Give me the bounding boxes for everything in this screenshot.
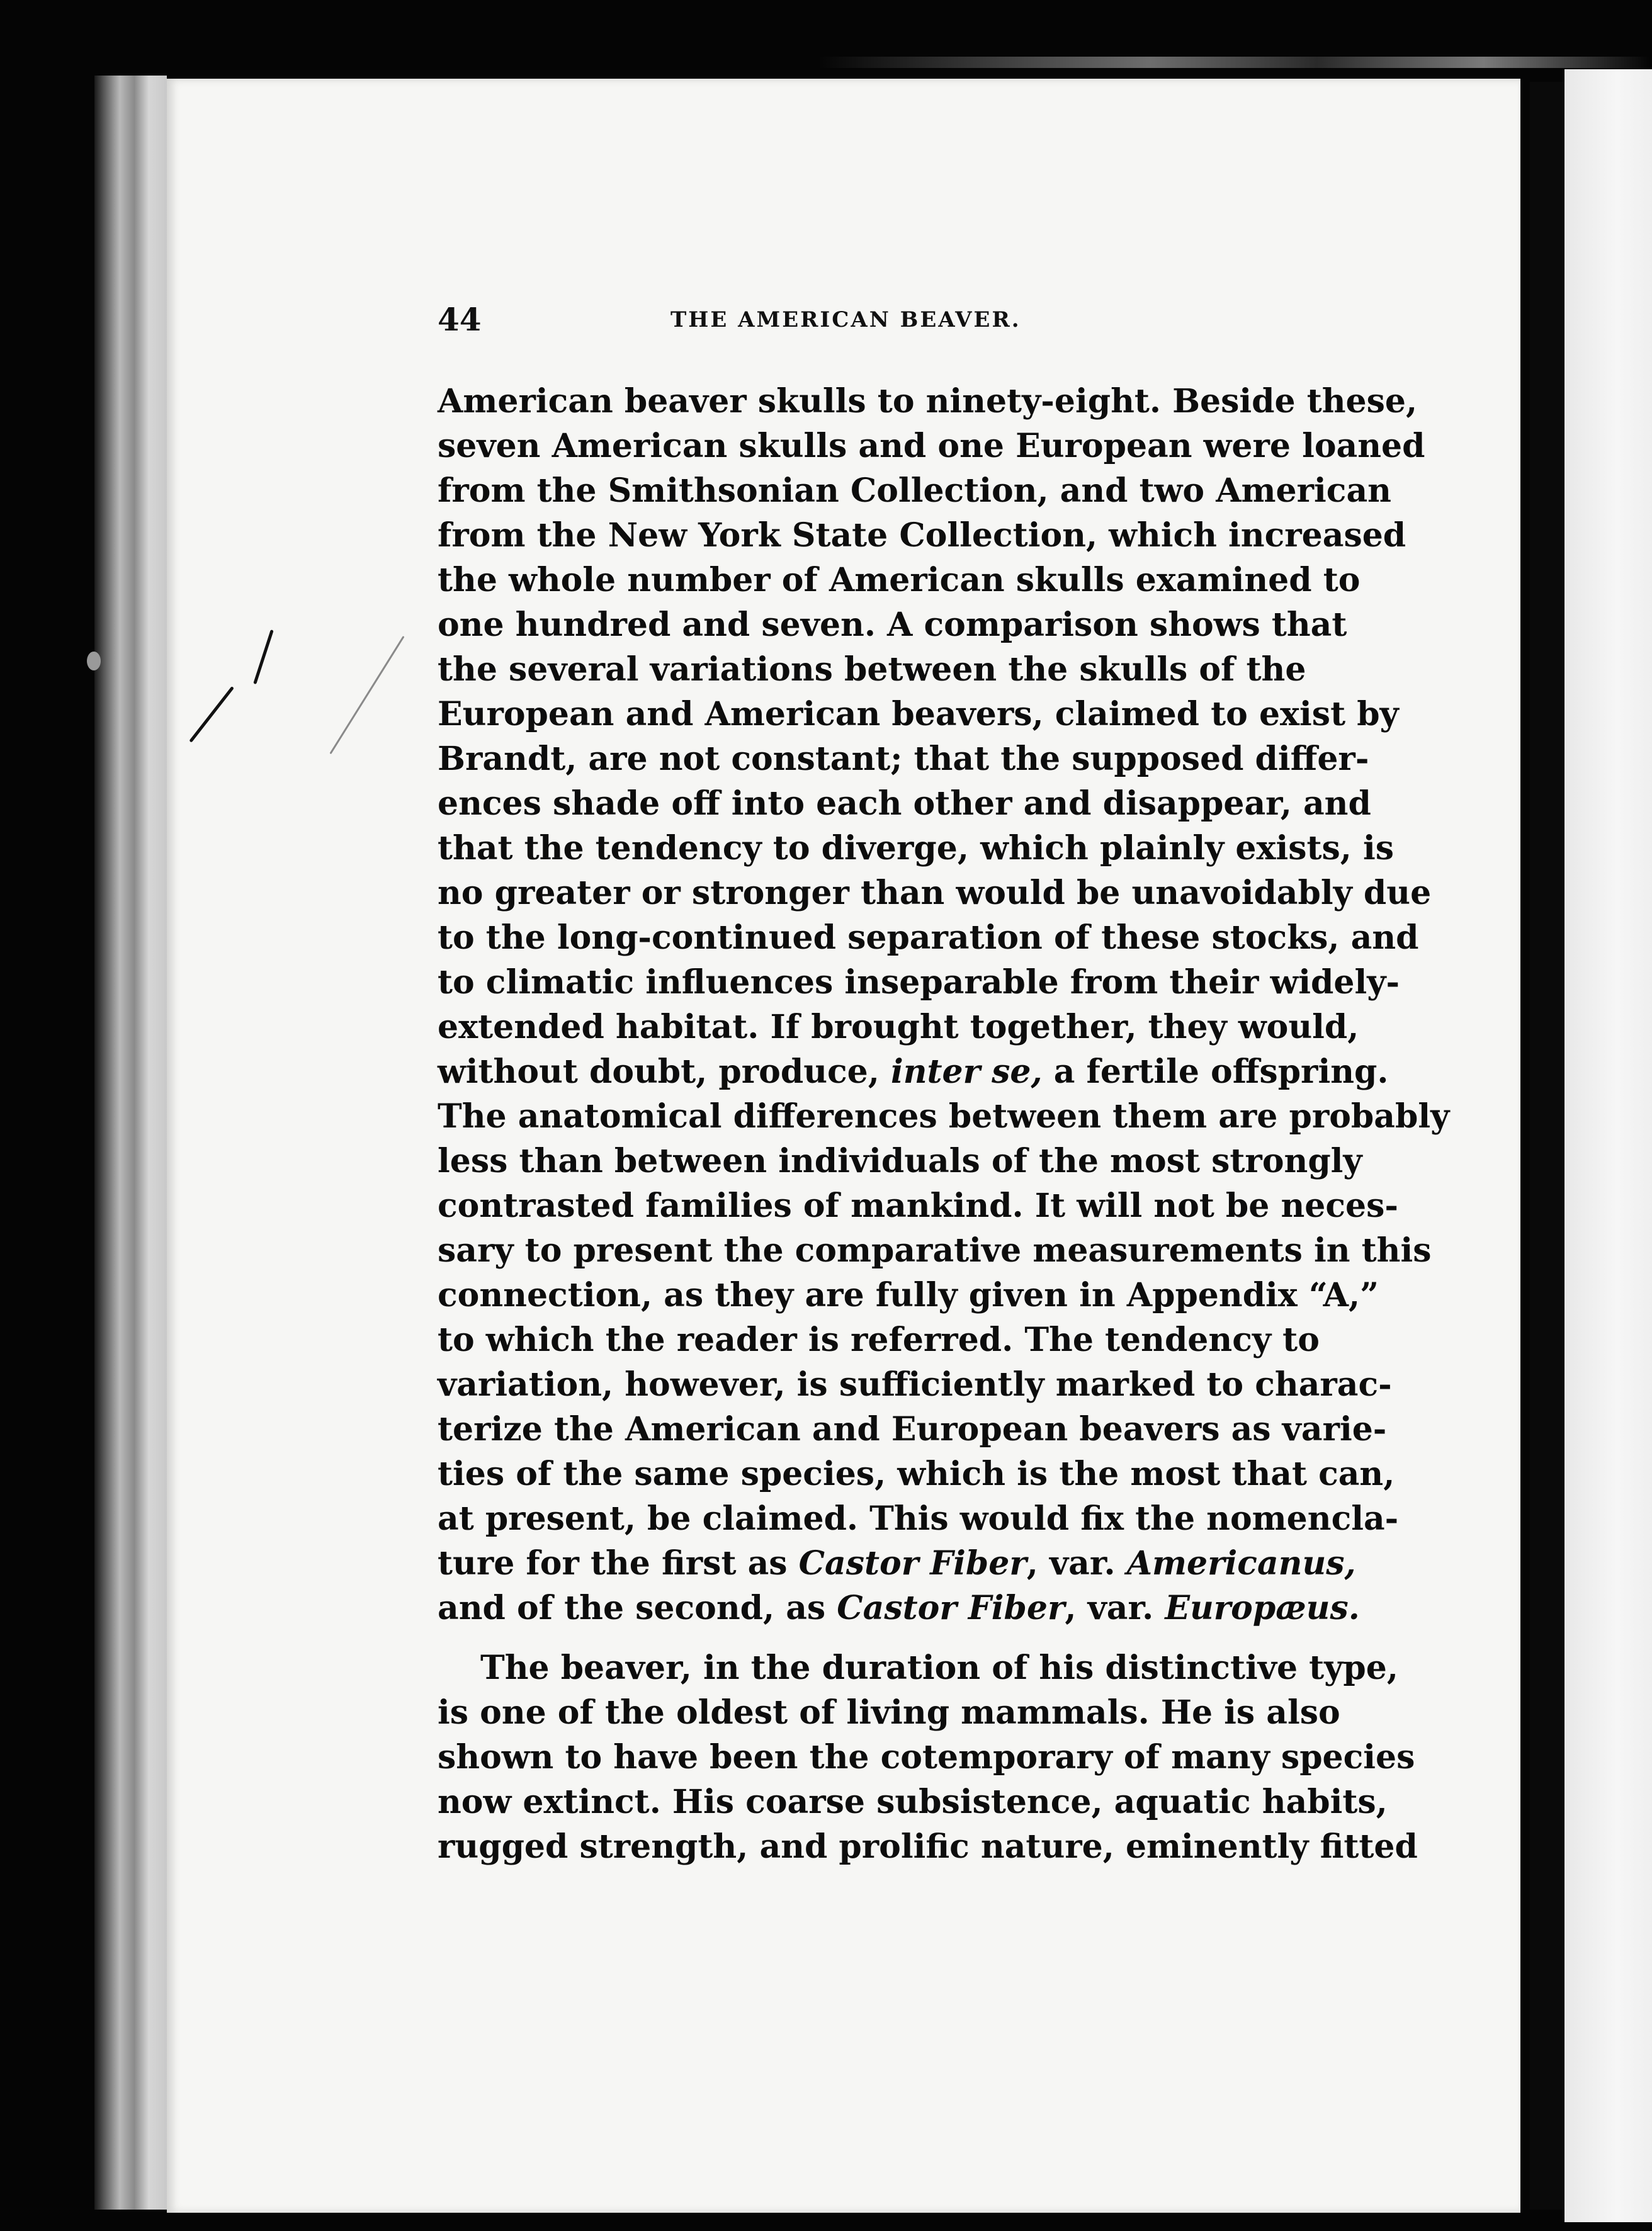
text-line: extended habitat. If brought together, they would, bbox=[438, 1008, 1359, 1046]
book-page-edges bbox=[94, 76, 167, 2210]
page-header bbox=[438, 301, 1281, 345]
italic-species-name: Castor Fiber bbox=[798, 1544, 1027, 1583]
text-line: ences shade off into each other and disappear, and bbox=[438, 784, 1371, 823]
italic-variety-name: Europæus. bbox=[1165, 1589, 1360, 1627]
scan-speck bbox=[87, 652, 101, 670]
text-line: that the tendency to diverge, which plainly exists, is bbox=[438, 829, 1395, 867]
scan-edge-strip bbox=[818, 57, 1649, 68]
text-line: to climatic influences inseparable from their widely- bbox=[438, 963, 1400, 1002]
text-line bbox=[438, 1586, 1360, 1630]
text-line: ties of the same species, which is the most that can, bbox=[438, 1455, 1395, 1493]
text-span: a fertile offspring. bbox=[1042, 1053, 1389, 1091]
text-line: American beaver skulls to ninety-eight. Beside these, bbox=[438, 382, 1418, 421]
text-line: seven American skulls and one European were loaned bbox=[438, 427, 1425, 465]
text-line: rugged strength, and prolific nature, eminently fitted bbox=[438, 1827, 1418, 1866]
text-span: , var. bbox=[1065, 1589, 1165, 1627]
running-title: THE AMERICAN BEAVER. bbox=[670, 307, 1021, 332]
text-line: is one of the oldest of living mammals. He is also bbox=[438, 1693, 1340, 1732]
text-line: the whole number of American skulls examined to bbox=[438, 561, 1361, 599]
text-line: European and American beavers, claimed to exist by bbox=[438, 695, 1399, 733]
text-line: from the New York State Collection, which increased bbox=[438, 516, 1406, 555]
text-line bbox=[438, 1049, 1389, 1094]
book-spine bbox=[1530, 82, 1564, 2210]
text-line: contrasted families of mankind. It will not be neces- bbox=[438, 1187, 1398, 1225]
text-line: variation, however, is sufficiently marked to charac- bbox=[438, 1365, 1392, 1404]
italic-term-inter-se: inter se, bbox=[890, 1053, 1043, 1091]
text-line: The anatomical differences between them are probably bbox=[438, 1097, 1450, 1136]
italic-variety-name: Americanus, bbox=[1126, 1544, 1356, 1583]
text-line: to which the reader is referred. The tendency to bbox=[438, 1321, 1320, 1359]
text-span: ture for the first as bbox=[438, 1544, 799, 1583]
facing-page-edge bbox=[1564, 69, 1652, 2222]
text-span: and of the second, as bbox=[438, 1589, 837, 1627]
text-span: without doubt, produce, bbox=[438, 1053, 891, 1091]
text-line: to the long-continued separation of these stocks, and bbox=[438, 918, 1419, 957]
italic-species-name: Castor Fiber bbox=[837, 1589, 1065, 1627]
page-number: 44 bbox=[438, 301, 482, 338]
text-line bbox=[438, 1541, 1356, 1586]
text-span: , var. bbox=[1026, 1544, 1127, 1583]
text-line: terize the American and European beavers as varie- bbox=[438, 1410, 1387, 1449]
text-line: no greater or stronger than would be unavoidably due bbox=[438, 874, 1432, 912]
text-line: one hundred and seven. A comparison shows that bbox=[438, 606, 1347, 644]
text-line: now extinct. His coarse subsistence, aquatic habits, bbox=[438, 1783, 1388, 1821]
text-line: at present, be claimed. This would fix the nomencla- bbox=[438, 1500, 1399, 1538]
text-line: Brandt, are not constant; that the supposed differ- bbox=[438, 740, 1369, 778]
text-line: less than between individuals of the most strongly bbox=[438, 1142, 1362, 1180]
body-text bbox=[438, 379, 1450, 1869]
text-line: The beaver, in the duration of his distinctive type, bbox=[480, 1649, 1398, 1687]
text-line: sary to present the comparative measurements in this bbox=[438, 1231, 1432, 1270]
text-line: from the Smithsonian Collection, and two American bbox=[438, 472, 1391, 510]
text-line: connection, as they are fully given in Appendix “A,” bbox=[438, 1276, 1379, 1314]
text-line: shown to have been the cotemporary of many species bbox=[438, 1738, 1415, 1776]
text-line: the several variations between the skulls of the bbox=[438, 650, 1306, 689]
